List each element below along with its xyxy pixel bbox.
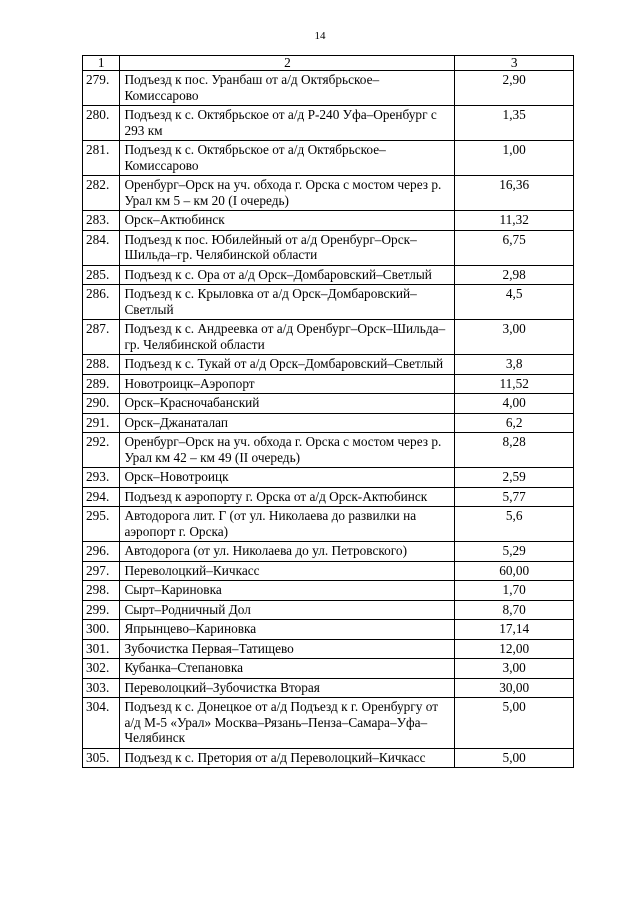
table-row bbox=[83, 600, 574, 620]
table-row bbox=[83, 355, 574, 375]
header-col-3: 3 bbox=[455, 56, 574, 71]
table-row bbox=[83, 507, 574, 542]
table-row bbox=[83, 620, 574, 640]
road-name: Кубанка–Степановка bbox=[120, 659, 455, 679]
road-name: Сырт–Родничный Дол bbox=[120, 600, 455, 620]
table-row bbox=[83, 698, 574, 749]
road-length: 3,8 bbox=[455, 355, 574, 375]
row-number: 292. bbox=[83, 433, 120, 468]
road-name: Оренбург–Орск на уч. обхода г. Орска с мостом через р. Урал км 42 – км 49 (II очередь) bbox=[120, 433, 455, 468]
header-col-2: 2 bbox=[120, 56, 455, 71]
road-length: 1,70 bbox=[455, 581, 574, 601]
road-name: Япрынцево–Кариновка bbox=[120, 620, 455, 640]
road-name: Сырт–Кариновка bbox=[120, 581, 455, 601]
row-number: 288. bbox=[83, 355, 120, 375]
road-name: Орск–Красночабанский bbox=[120, 394, 455, 414]
table-row bbox=[83, 659, 574, 679]
row-number: 299. bbox=[83, 600, 120, 620]
road-length: 8,28 bbox=[455, 433, 574, 468]
road-name: Подъезд к с. Андреевка от а/д Оренбург–Орск–Шильда–гр. Челябинской области bbox=[120, 320, 455, 355]
road-name: Зубочистка Первая–Татищево bbox=[120, 639, 455, 659]
row-number: 294. bbox=[83, 487, 120, 507]
road-name: Переволоцкий–Зубочистка Вторая bbox=[120, 678, 455, 698]
row-number: 290. bbox=[83, 394, 120, 414]
road-length: 11,52 bbox=[455, 374, 574, 394]
road-name: Подъезд к аэропорту г. Орска от а/д Орск-Актюбинск bbox=[120, 487, 455, 507]
table-row bbox=[83, 141, 574, 176]
row-number: 297. bbox=[83, 561, 120, 581]
page-number: 14 bbox=[314, 30, 326, 42]
roads-table bbox=[82, 55, 574, 768]
row-number: 296. bbox=[83, 542, 120, 562]
row-number: 303. bbox=[83, 678, 120, 698]
table-row bbox=[83, 561, 574, 581]
road-name: Подъезд к с. Донецкое от а/д Подъезд к г. Оренбургу от а/д М-5 «Урал» Москва–Рязань–Пенза–Самара–Уфа–Челябинск bbox=[120, 698, 455, 749]
road-length: 30,00 bbox=[455, 678, 574, 698]
table-row bbox=[83, 468, 574, 488]
table-row bbox=[83, 230, 574, 265]
table-row bbox=[83, 265, 574, 285]
table-row bbox=[83, 639, 574, 659]
table-row bbox=[83, 487, 574, 507]
row-number: 279. bbox=[83, 71, 120, 106]
row-number: 282. bbox=[83, 176, 120, 211]
road-length: 3,00 bbox=[455, 659, 574, 679]
road-name: Орск–Джанаталап bbox=[120, 413, 455, 433]
row-number: 280. bbox=[83, 106, 120, 141]
header-col-1: 1 bbox=[83, 56, 120, 71]
road-name: Переволоцкий–Кичкасс bbox=[120, 561, 455, 581]
road-length: 17,14 bbox=[455, 620, 574, 640]
road-length: 4,5 bbox=[455, 285, 574, 320]
row-number: 300. bbox=[83, 620, 120, 640]
row-number: 285. bbox=[83, 265, 120, 285]
row-number: 284. bbox=[83, 230, 120, 265]
road-length: 12,00 bbox=[455, 639, 574, 659]
table-header bbox=[83, 56, 574, 71]
road-length: 2,90 bbox=[455, 71, 574, 106]
road-length: 5,29 bbox=[455, 542, 574, 562]
row-number: 281. bbox=[83, 141, 120, 176]
road-length: 2,59 bbox=[455, 468, 574, 488]
table-row bbox=[83, 176, 574, 211]
table-row bbox=[83, 320, 574, 355]
road-length: 6,2 bbox=[455, 413, 574, 433]
row-number: 298. bbox=[83, 581, 120, 601]
row-number: 287. bbox=[83, 320, 120, 355]
road-length: 1,35 bbox=[455, 106, 574, 141]
road-name: Подъезд к с. Октябрьское от а/д Октябрьское–Комиссарово bbox=[120, 141, 455, 176]
table-row bbox=[83, 678, 574, 698]
road-name: Орск–Актюбинск bbox=[120, 211, 455, 231]
table-row bbox=[83, 285, 574, 320]
road-name: Орск–Новотроицк bbox=[120, 468, 455, 488]
road-length: 4,00 bbox=[455, 394, 574, 414]
road-length: 60,00 bbox=[455, 561, 574, 581]
road-name: Подъезд к с. Тукай от а/д Орск–Домбаровский–Светлый bbox=[120, 355, 455, 375]
road-name: Подъезд к с. Претория от а/д Переволоцкий–Кичкасс bbox=[120, 748, 455, 768]
row-number: 295. bbox=[83, 507, 120, 542]
row-number: 302. bbox=[83, 659, 120, 679]
table-row bbox=[83, 106, 574, 141]
road-name: Подъезд к пос. Юбилейный от а/д Оренбург–Орск–Шильда–гр. Челябинской области bbox=[120, 230, 455, 265]
table-row bbox=[83, 71, 574, 106]
table-row bbox=[83, 413, 574, 433]
table-row bbox=[83, 433, 574, 468]
road-name: Автодорога лит. Г (от ул. Николаева до развилки на аэропорт г. Орска) bbox=[120, 507, 455, 542]
road-length: 5,00 bbox=[455, 698, 574, 749]
row-number: 291. bbox=[83, 413, 120, 433]
road-length: 1,00 bbox=[455, 141, 574, 176]
table-body bbox=[83, 71, 574, 768]
header-row bbox=[83, 56, 574, 71]
road-length: 5,00 bbox=[455, 748, 574, 768]
row-number: 304. bbox=[83, 698, 120, 749]
road-name: Подъезд к с. Крыловка от а/д Орск–Домбаровский–Светлый bbox=[120, 285, 455, 320]
row-number: 301. bbox=[83, 639, 120, 659]
road-length: 8,70 bbox=[455, 600, 574, 620]
road-name: Подъезд к с. Октябрьское от а/д Р-240 Уфа–Оренбург с 293 км bbox=[120, 106, 455, 141]
row-number: 286. bbox=[83, 285, 120, 320]
road-name: Автодорога (от ул. Николаева до ул. Петровского) bbox=[120, 542, 455, 562]
table-row bbox=[83, 581, 574, 601]
road-length: 16,36 bbox=[455, 176, 574, 211]
road-name: Подъезд к пос. Уранбаш от а/д Октябрьское–Комиссарово bbox=[120, 71, 455, 106]
table-row bbox=[83, 542, 574, 562]
road-length: 11,32 bbox=[455, 211, 574, 231]
table-row bbox=[83, 211, 574, 231]
row-number: 283. bbox=[83, 211, 120, 231]
row-number: 293. bbox=[83, 468, 120, 488]
road-name: Оренбург–Орск на уч. обхода г. Орска с мостом через р. Урал км 5 – км 20 (I очередь) bbox=[120, 176, 455, 211]
table-row bbox=[83, 394, 574, 414]
road-length: 2,98 bbox=[455, 265, 574, 285]
road-name: Подъезд к с. Ора от а/д Орск–Домбаровский–Светлый bbox=[120, 265, 455, 285]
table-row bbox=[83, 374, 574, 394]
road-length: 6,75 bbox=[455, 230, 574, 265]
road-length: 5,77 bbox=[455, 487, 574, 507]
row-number: 289. bbox=[83, 374, 120, 394]
table-row bbox=[83, 748, 574, 768]
road-name: Новотроицк–Аэропорт bbox=[120, 374, 455, 394]
road-length: 3,00 bbox=[455, 320, 574, 355]
row-number: 305. bbox=[83, 748, 120, 768]
road-length: 5,6 bbox=[455, 507, 574, 542]
